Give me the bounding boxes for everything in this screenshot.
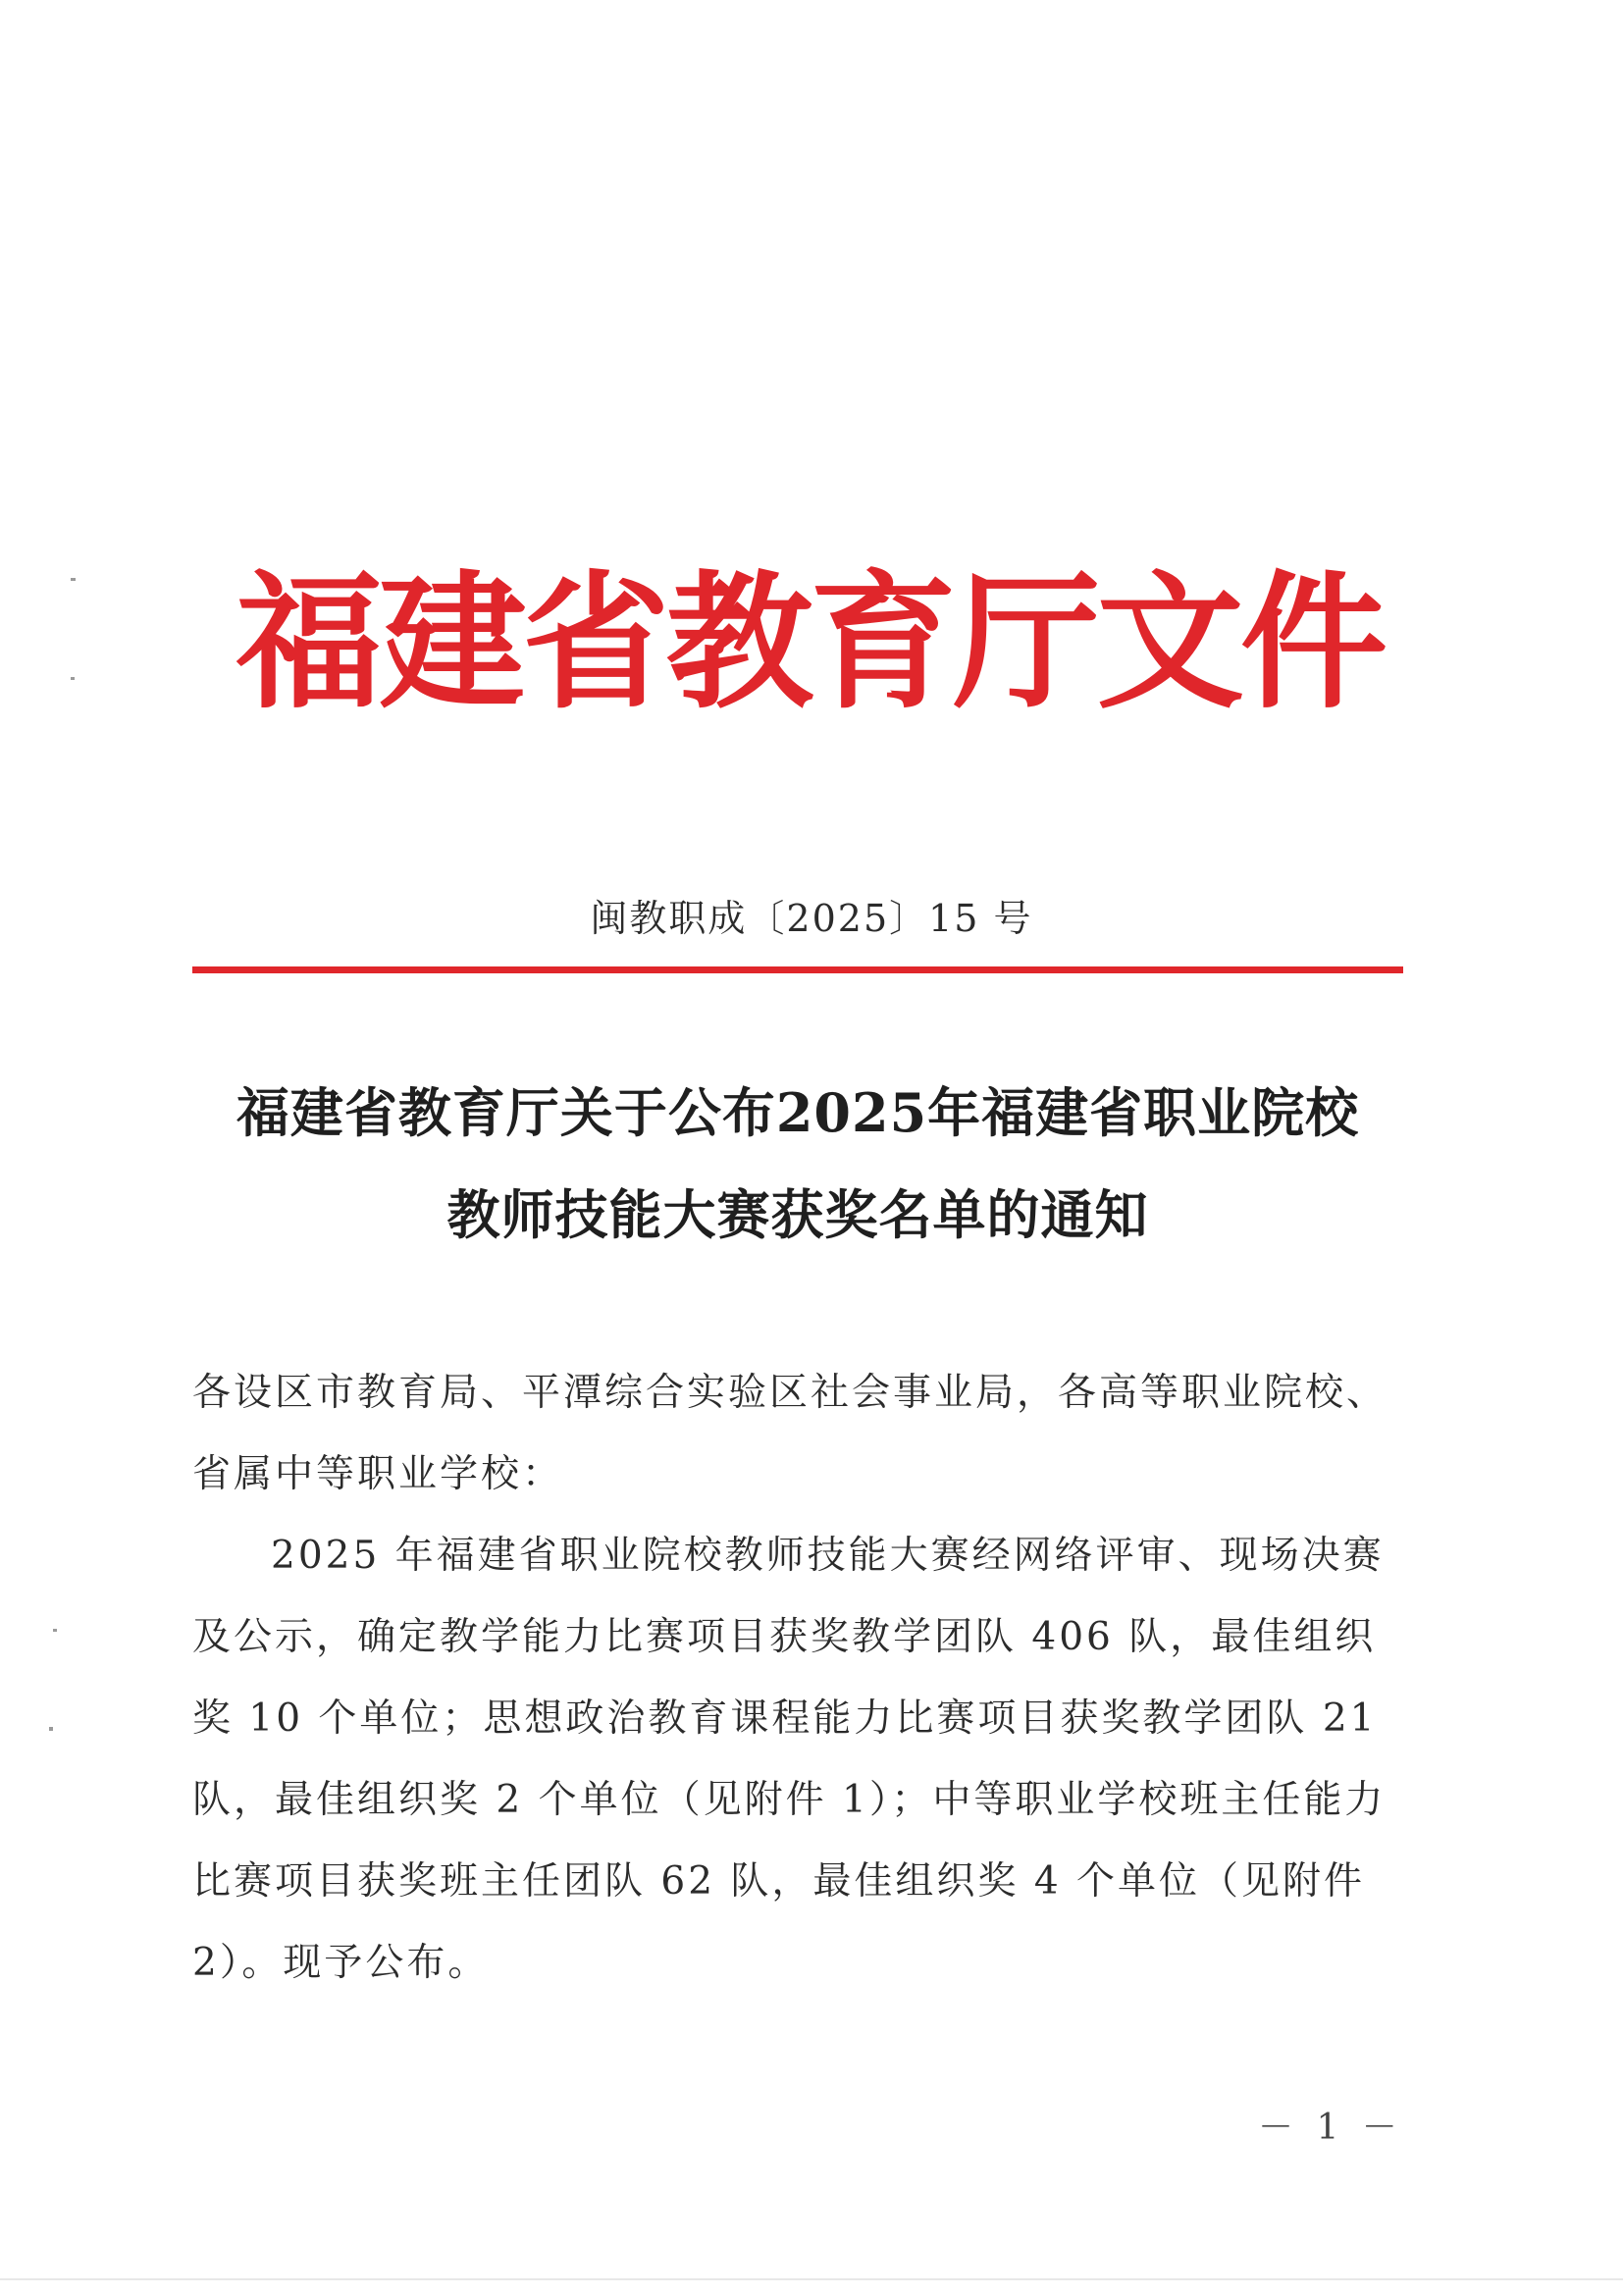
page-number: － 1 － [1258, 2108, 1403, 2148]
document-title [192, 1062, 1403, 1266]
masthead-char: 建 [379, 556, 527, 729]
scan-bottom-edge [0, 2278, 1623, 2280]
masthead-char: 文 [1096, 556, 1244, 729]
red-divider-line [192, 966, 1403, 973]
masthead-char: 教 [665, 556, 813, 729]
masthead-char: 件 [1239, 556, 1387, 729]
title-line-1: 福建省教育厅关于公布2025年福建省职业院校 [236, 1081, 1360, 1144]
scan-speck [53, 1629, 57, 1632]
scan-speck [71, 677, 75, 680]
scan-speck [49, 1727, 53, 1731]
body-paragraph: 2025 年福建省职业院校教师技能大赛经网络评审、现场决赛及公示，确定教学能力比赛项目获奖教学团队 406 队，最佳组织奖 10 个单位；思想政治教育课程能力比赛项目获奖教学团队 21 队，最佳组织奖 2 个单位（见附件 1）；中等职业学校班主任能力比赛项目获奖班主任团队 62 队，最佳组织奖 4 个单位（见附件 2）。现予公布。 [192, 1534, 1387, 1985]
masthead-char: 省 [522, 556, 670, 729]
document-number: 闽教职成〔2025〕15 号 [590, 897, 1033, 940]
title-line-2: 教师技能大赛获奖名单的通知 [446, 1183, 1149, 1246]
masthead-char: 福 [236, 556, 384, 729]
masthead-char: 育 [810, 556, 958, 729]
document-masthead [236, 549, 1387, 736]
salutation: 各设区市教育局、平潭综合实验区社会事业局，各高等职业院校、省属中等职业学校： [192, 1371, 1388, 1496]
scan-speck [71, 578, 76, 581]
document-body [192, 1352, 1409, 2004]
masthead-char: 厅 [953, 556, 1101, 729]
